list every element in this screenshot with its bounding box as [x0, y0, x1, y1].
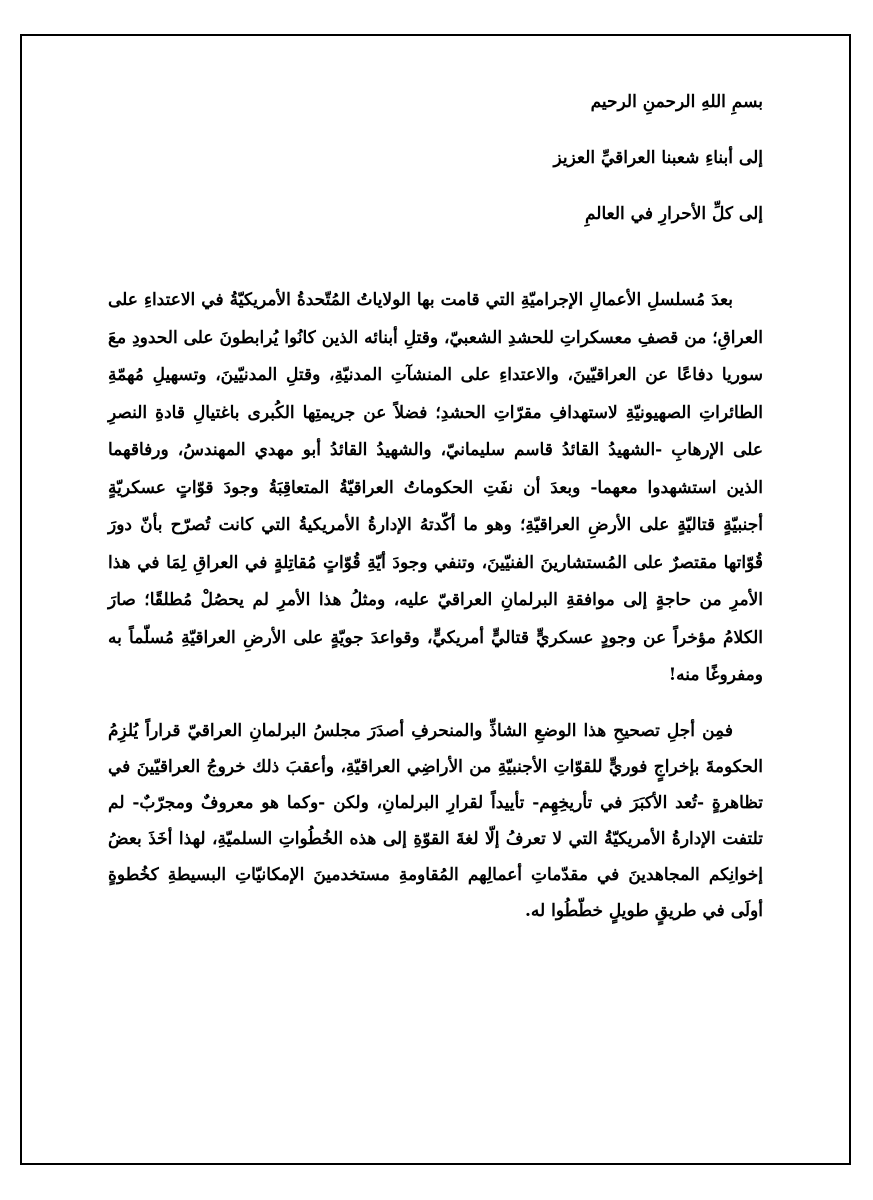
salutation-free-people: إلى كلِّ الأحرارِ في العالمِ — [584, 204, 763, 224]
greeting-block — [108, 86, 763, 230]
paragraph-2: فمِن أجلِ تصحيحِ هذا الوضعِ الشاذِّ والمنحرفِ أصدَرَ مجلسُ البرلمانِ العراقيّ قراراً يُلزِمُ الحكومةَ بإخراجٍ فوريٍّ للقوّاتِ الأجنبيّةِ من الأراضِي العراقيّةِ، وأعقبَ ذلك خروجُ العراقيّينَ في تظاهرةٍ -تُعد الأكبَرَ في تأريخِهِم- تأييداً لقرارِ البرلمانِ، ولكن -وكما هو معروفٌ ومجرّبٌ- لم تلتفت الإدارةُ الأمريكيّةُ التي لا تعرفُ إلّا لغةَ القوّةِ إلى هذه الخُطُواتِ السلميّةِ، لهذا أخَذَ بعضُ إخوانِكم المجاهدينَ في مقدّماتِ أعمالِهم المُقاومةِ مستخدمينَ الإمكانيّاتِ البسيطةِ كخُطوةٍ أولَى في طريقٍ طويلٍ خطّطُوا له. — [108, 720, 763, 921]
basmala: بسمِ اللهِ الرحمنِ الرحيم — [590, 92, 763, 112]
letter-body — [108, 86, 763, 929]
paragraph-1: بعدَ مُسلسلِ الأعمالِ الإجراميّةِ التي قامت بها الولاياتُ المُتّحدةُ الأمريكيّةُ في الاعتداءِ على العراقِ؛ من قصفِ معسكراتِ للحشدِ الشعبيّ، وقتلِ أبنائه الذين كانُوا يُرابطونَ على الحدودِ معَ سوريا دفاعًا عن العراقيّينَ، والاعتداءِ على المنشآتِ المدنيّةِ، وقتلِ المدنيّينَ، وتسهيلِ مُهمّةِ الطائراتِ الصهيونيّةِ لاستهدافِ مقرّاتِ الحشدِ؛ فضلاً عن جريمتِها الكُبرى باغتيالِ قادةِ النصرِ على الإرهابِ -الشهيدُ القائدُ قاسم سليمانيّ، والشهيدُ القائدُ أبو مهدي المهندسُ، ورفاقهما الذين استشهدوا معهما- وبعدَ أن نفَتِ الحكوماتُ العراقيّةُ المتعاقِبَةُ وجودَ قوّاتٍ عسكريّةٍ أجنبيّةٍ قتاليّةٍ على الأرضِ العراقيّةِ؛ وهو ما أكّدتهُ الإدارةُ الأمريكيةُ التي كانت تُصرّح بأنّ دورَ قُوّاتها مقتصرٌ على المُستشارينَ الفنيّينَ، وتنفي وجودَ أيّةِ قُوّاتٍ مُقاتِلةٍ في العراقِ لِمَا في هذا الأمرِ من حاجةٍ إلى موافقةِ البرلمانِ العراقيّ عليه، ومثلُ هذا الأمرِ لم يحصُلْ مُطلقًا؛ صارَ الكلامُ مؤخراً عن وجودٍ عسكريٍّ قتاليٍّ أمريكيٍّ، وقواعدَ جويّةٍ على الأرضِ العراقيّةِ مُسلّماً به ومفروغًا منه! — [108, 290, 763, 685]
page-border — [20, 34, 851, 1165]
salutation-iraqi-people: إلى أبناءِ شعبنا العراقيِّ العزيز — [553, 148, 763, 168]
